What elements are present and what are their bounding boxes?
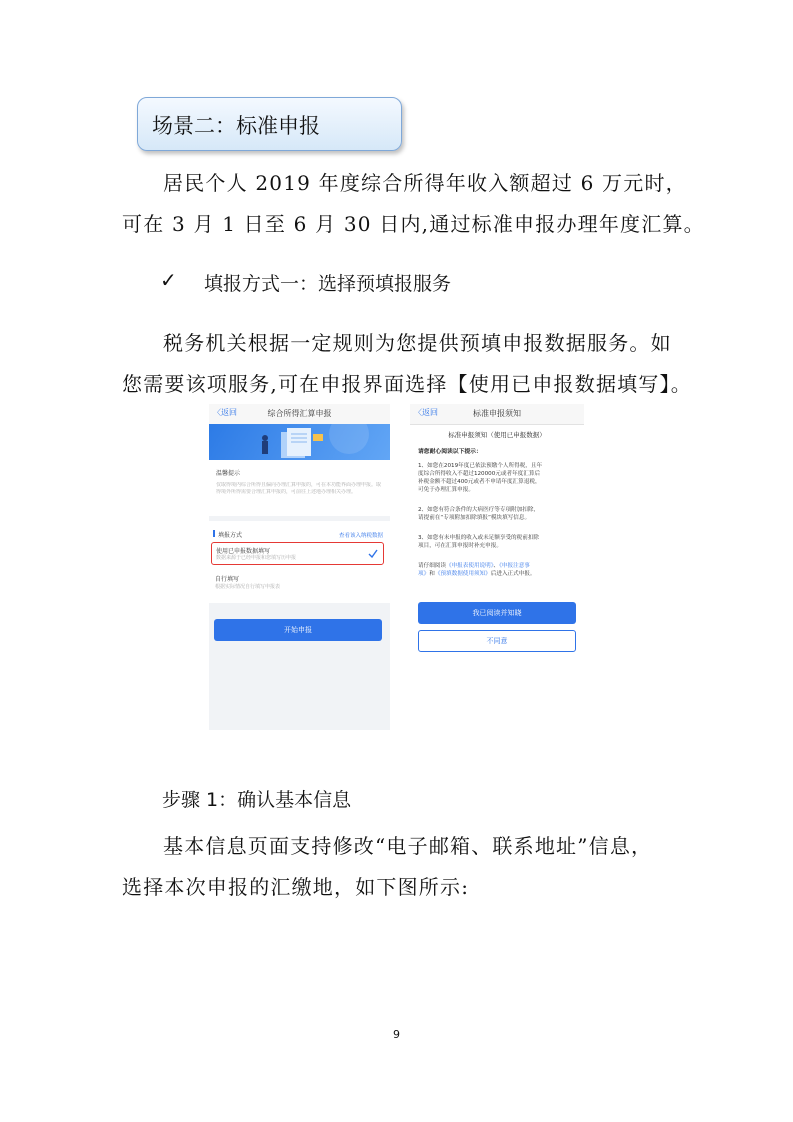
step1-heading: 步骤 1：确认基本信息 [162,789,352,811]
usage-guide-link[interactable]: 《申报表使用说明》 [445,563,494,569]
disagree-button[interactable]: 不同意 [418,630,576,652]
back-link[interactable]: 〈返回 [414,408,438,417]
method1-desc-line-1: 税务机关根据一定规则为您提供预填申报数据服务。如 [163,331,672,355]
agree-button[interactable]: 我已阅读并知晓 [418,602,576,624]
step1-desc-line-1: 基本信息页面支持修改“电子邮箱、联系地址”信息， [163,834,653,858]
tip-text-2: 得境外所得需要合理汇算申报的，可前往上述地办理相关办理。 [216,489,357,495]
section-label: 填报方式 [218,532,243,539]
intro-line-1: 居民个人 2019 年度综合所得年收入额超过 6 万元时， [163,171,687,195]
notice-item-1: 1、如您在2019年度已依法预缴个人所得税，且年 度综合所得收入不超过120000元或者年度汇算后 补税金额不超过400元或者不申请年度汇算退税， 可免于办理汇算申报。 [418,463,543,493]
page-number: 9 [393,1028,400,1041]
phone-screenshot-right [410,404,584,730]
scene-title: 场景二：标准申报 [152,114,320,138]
banner-illustration [209,424,390,460]
notice-subheading: 请您耐心阅读以下提示： [418,449,482,455]
checkmark-icon: ✓ [160,268,177,292]
option-prefill-title: 使用已申报数据填写 [216,548,271,555]
nav-bar [410,404,584,425]
nav-bar [209,404,390,425]
tip-card [209,460,390,516]
view-tax-data-link[interactable]: 查看该入纳税数据 [338,533,383,539]
tip-text-1: 仅取得境内综合所得且偏向办理汇算申报的，可在本功能界面办理申报。取 [216,482,382,488]
option-manual-subtitle: 根据实际情况自行填写申报表 [215,584,281,590]
notes-link[interactable]: 《申报注意事 [499,563,530,569]
option-manual-title[interactable]: 自行填写 [215,576,240,583]
screen-title: 标准申报须知 [473,409,521,418]
method1-desc-line-2: 您需要该项服务,可在申报界面选择【使用已申报数据填写】。 [122,372,692,396]
notice-item-4: 请仔细阅读《申报表使用说明》、《申报注意事 项》和《预填数据使用须知》后进入正式申报。 [418,563,536,577]
section-marker [213,530,215,537]
option-prefill-subtitle: 数据来源于已经申报和您填写历申报 [216,555,297,561]
back-link[interactable]: 〈返回 [213,408,237,417]
notice-item-2: 2、如您有符合条件的大病医疗等专项附加扣除， 请提前在“专项附加扣除填报”模块填写信息。 [418,507,540,521]
notice-heading: 标准申报须知（使用已申报数据） [448,431,546,439]
screen-title: 综合所得汇算申报 [267,409,332,418]
notice-item-3: 3、如您有未申报的收入或未足额享受的税前扣除 项目，可在汇算申报时补充申报。 [418,535,540,549]
step1-desc-line-2: 选择本次申报的汇缴地，如下图所示: [122,875,470,899]
fill-method-card [209,521,390,603]
intro-line-2: 可在 3 月 1 日至 6 月 30 日内,通过标准申报办理年度汇算。 [122,212,705,236]
checkmark-icon [368,549,378,558]
option-prefill[interactable] [211,542,384,565]
method1-heading: 填报方式一：选择预填报服务 [204,273,452,295]
banner-graphic [209,424,390,460]
tip-title: 温馨提示 [216,470,241,477]
phone-screenshot-left [209,404,390,730]
start-declaration-button[interactable]: 开始申报 [214,619,382,641]
prefill-notice-link[interactable]: 《预填数据使用须知》 [434,571,491,577]
